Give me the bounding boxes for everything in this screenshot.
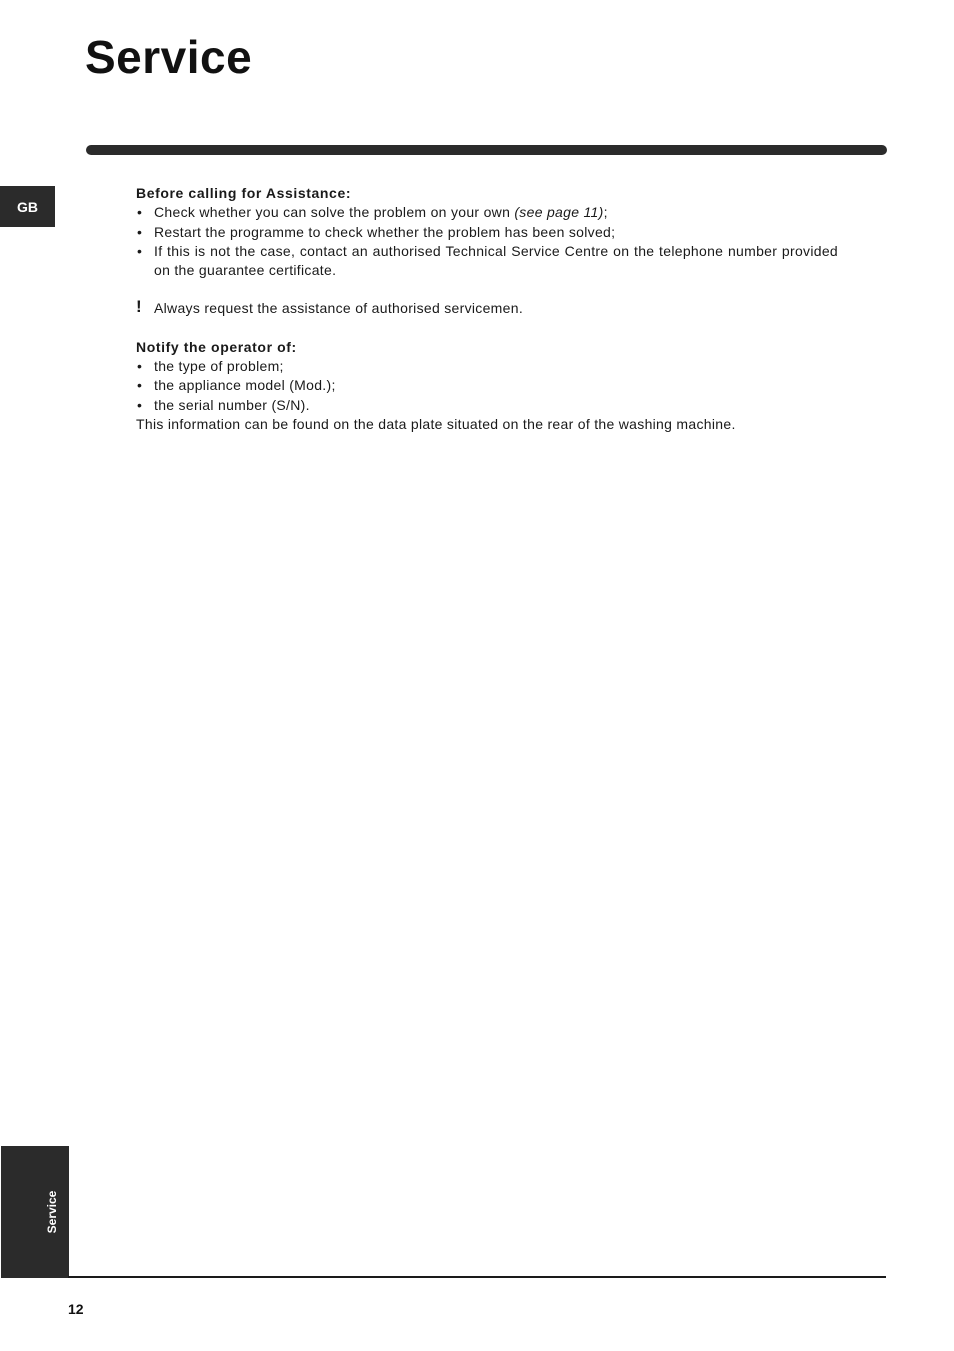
- list-item: • Check whether you can solve the problem on your own (see page 11);: [136, 203, 838, 222]
- page-reference: (see page 11): [514, 204, 604, 221]
- language-tab: GB: [0, 186, 55, 227]
- section-side-tab-label: Service: [45, 1190, 59, 1234]
- notify-list: [136, 357, 838, 415]
- list-item: • If this is not the case, contact an authorised Technical Service Centre on the telephone number provided on the guarantee certificate.: [136, 242, 838, 281]
- notify-heading: Notify the operator of:: [136, 338, 297, 355]
- before-calling-heading: Before calling for Assistance:: [136, 185, 352, 201]
- list-item: • the serial number (S/N).: [136, 396, 838, 415]
- list-item: • the appliance model (Mod.);: [136, 376, 838, 395]
- page-number: 12: [68, 1301, 84, 1317]
- list-item: • Restart the programme to check whether the problem has been solved;: [136, 223, 838, 242]
- warning-text: Always request the assistance of authorised servicemen.: [154, 300, 524, 317]
- exclamation-icon: !: [136, 297, 142, 317]
- before-calling-list: [136, 203, 838, 280]
- footer-divider: [68, 1276, 886, 1278]
- title-divider: [86, 145, 887, 155]
- page-title: Service: [85, 31, 253, 83]
- list-item: • the type of problem;: [136, 357, 838, 376]
- data-plate-note: This information can be found on the data plate situated on the rear of the washing machine.: [136, 415, 736, 432]
- warning-note: [136, 299, 838, 318]
- service-content: [136, 184, 838, 434]
